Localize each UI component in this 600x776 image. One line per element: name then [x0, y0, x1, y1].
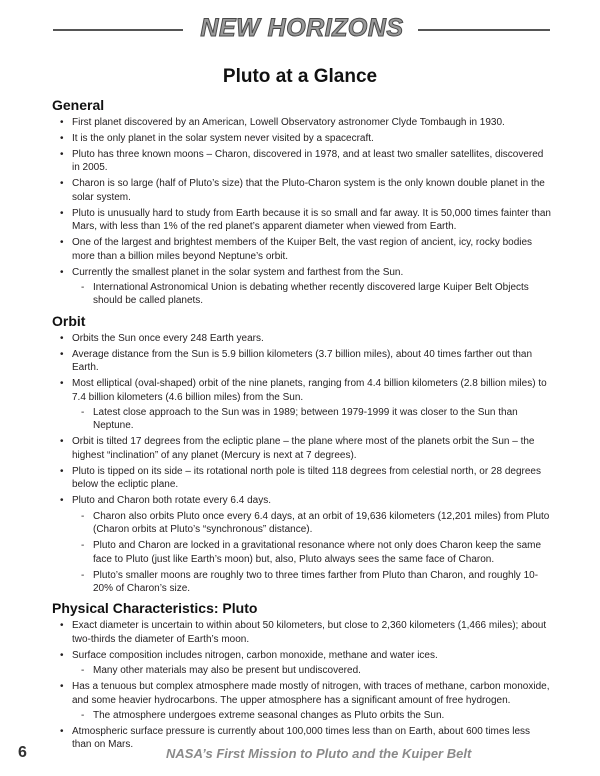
sub-bullet-list	[72, 709, 552, 722]
sub-bullet-item: - Pluto’s smaller moons are roughly two to three times farther from Pluto than Charon, and roughly 10-20% of Charon’s size.	[72, 569, 552, 596]
bullet-item	[52, 148, 552, 175]
page-title: Pluto at a Glance	[222, 66, 378, 87]
section	[52, 312, 552, 595]
bullet-text: Surface composition includes nitrogen, carbon monoxide, methane and water ices.	[72, 649, 438, 661]
masthead-rule-right	[418, 29, 550, 31]
sub-bullet-list	[72, 281, 552, 308]
bullet-list	[52, 116, 552, 308]
bullet-item	[52, 494, 552, 595]
sub-bullet-item: - Pluto and Charon are locked in a gravitational resonance where not only does Charon keep the same face to Pluto (just like Earth’s moon) but, also, Pluto always sees the same face of Charon.	[72, 539, 552, 566]
bullet-item	[52, 177, 552, 204]
bullet-list	[52, 332, 552, 595]
bullet-item	[52, 332, 552, 345]
bullet-text: Orbits the Sun once every 248 Earth years.	[72, 332, 264, 344]
sub-bullet-list	[72, 406, 552, 433]
bullet-item	[52, 266, 552, 308]
bullet-text: Currently the smallest planet in the solar system and farthest from the Sun.	[72, 266, 404, 278]
bullet-item	[52, 619, 552, 646]
bullet-text: One of the largest and brightest members of the Kuiper Belt, the vast region of ancient, icy, rocky bodies more than a billion miles beyond Neptune’s orbit.	[72, 237, 533, 262]
bullet-item	[52, 348, 552, 375]
page-footer	[0, 744, 600, 764]
section-heading: General	[52, 97, 105, 113]
bullet-list	[52, 619, 552, 751]
sub-bullet-list	[72, 664, 552, 677]
bullet-text: Most elliptical (oval-shaped) orbit of the nine planets, ranging from 4.4 billion kilometers (2.8 billion miles) to 7.4 billion kilometers (4.6 billion miles) from the Sun.	[72, 378, 547, 403]
bullet-item	[52, 680, 552, 722]
bullet-text: Pluto is tipped on its side – its rotational north pole is tilted 118 degrees from celestial north, or 28 degrees below the ecliptic plane.	[72, 465, 541, 491]
bullet-item	[52, 207, 552, 234]
section	[52, 599, 552, 751]
page-number: 6	[18, 744, 27, 761]
bullet-item	[52, 116, 552, 129]
bullet-item	[52, 649, 552, 678]
section-heading: Physical Characteristics: Pluto	[52, 600, 258, 617]
masthead-title: NEW HORIZONS	[200, 14, 404, 42]
bullet-text: Has a tenuous but complex atmosphere made mostly of nitrogen, with traces of methane, carbon monoxide, and some heavier hydrocarbons. The upper atmosphere has a significant amount of free hydrogen.	[72, 681, 550, 706]
footer-text: NASA’s First Mission to Pluto and the Kuiper Belt	[166, 746, 472, 761]
masthead	[0, 14, 600, 46]
bullet-item	[52, 377, 552, 433]
section	[52, 96, 552, 308]
bullet-text: Pluto and Charon both rotate every 6.4 days.	[72, 495, 272, 507]
bullet-text: First planet discovered by an American, Lowell Observatory astronomer Clyde Tombaugh in 1930.	[72, 117, 505, 128]
bullet-item	[52, 465, 552, 492]
section-heading: Orbit	[52, 312, 86, 329]
content-body	[52, 96, 552, 756]
bullet-text: Average distance from the Sun is 5.9 billion kilometers (3.7 billion miles), about 40 times farther out than Earth.	[72, 348, 533, 374]
sub-bullet-list	[72, 510, 552, 596]
bullet-text: Pluto has three known moons – Charon, discovered in 1978, and at least two smaller satellites, discovered in 2005.	[72, 149, 544, 174]
bullet-text: Charon is so large (half of Pluto’s size) that the Pluto-Charon system is the only known double planet in the solar system.	[72, 178, 545, 203]
sub-bullet-item: - Latest close approach to the Sun was in 1989; between 1979-1999 it was closer to the Sun than Neptune.	[72, 406, 552, 433]
bullet-text: Atmospheric surface pressure is currently about 100,000 times less than on Earth, about 600 times less than on Mars.	[72, 725, 531, 751]
sub-bullet-item: - Charon also orbits Pluto once every 6.4 days, at an orbit of 19,636 kilometers (12,201 miles) from Pluto (Charon orbits at Pluto’s “synchronous” distance).	[72, 510, 552, 537]
bullet-item	[52, 132, 552, 145]
sub-bullet-item: - International Astronomical Union is debating whether recently discovered large Kuiper Belt Objects should be called planets.	[72, 281, 552, 308]
sub-bullet-item: - Many other materials may also be present but undiscovered.	[72, 664, 552, 677]
bullet-item	[52, 236, 552, 263]
bullet-text: Orbit is tilted 17 degrees from the ecliptic plane – the plane where most of the planets orbit the Sun – the highest “inclination” of any planet (Mercury is next at 7 degrees).	[72, 436, 535, 461]
sub-bullet-item: - The atmosphere undergoes extreme seasonal changes as Pluto orbits the Sun.	[72, 709, 552, 722]
bullet-text: Exact diameter is uncertain to within about 50 kilometers, but close to 2,360 kilometers (1,466 miles); about two-thirds the diameter of Earth’s moon.	[72, 620, 547, 645]
bullet-text: It is the only planet in the solar system never visited by a spacecraft.	[72, 133, 374, 144]
bullet-item	[52, 435, 552, 462]
masthead-rule-left	[53, 29, 183, 31]
bullet-text: Pluto is unusually hard to study from Earth because it is so small and far away. It is 50,000 times fainter than Mars, with less than 1% of the red planet’s apparent diameter when viewed from Earth.	[72, 207, 551, 233]
